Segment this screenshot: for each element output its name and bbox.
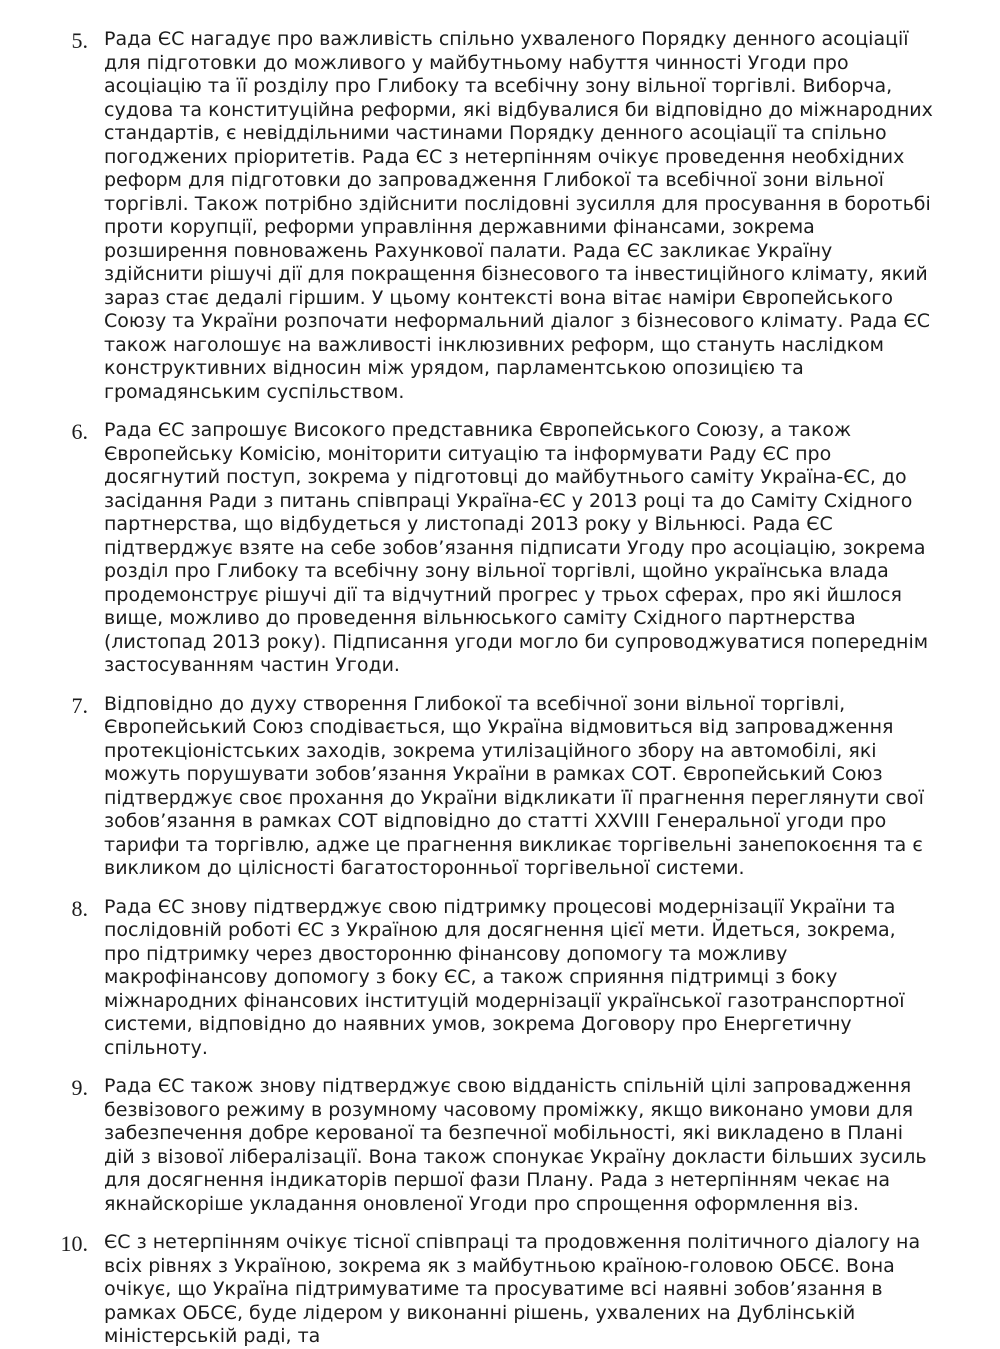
list-item-8 [0, 896, 1000, 1061]
item-text: Рада ЄС знову підтверджує свою підтримку процесові модернізації України та послідовній роботі ЄС з Україною для досягнення цієї мети. Йдеться, зокрема, про підтримку через двосторонню фінансову допомогу та можливу макрофінансову допомогу з боку ЄС, а також сприяння підтримці з боку міжнародних фінансових інституцій модернізації української газотранспортної системи, відповідно до наявних умов, зокрема Договору про Енергетичну спільноту. [104, 895, 905, 1059]
item-number: 6. [71, 419, 88, 444]
list-item-5 [0, 28, 1000, 404]
list-item-7 [0, 693, 1000, 881]
item-number: 9. [71, 1075, 88, 1100]
item-text: ЄС з нетерпінням очікує тісної співпраці та продовження політичного діалогу на всіх рівнях з Україною, зокрема як з майбутньою країною-головою ОБСЄ. Вона очікує, що Україна підтримуватиме та просуватиме всі наявні зобов’язання в рамках ОБСЄ, буде лідером у виконанні рішень, ухвалених на Дублінській міністерській раді, та [104, 1231, 921, 1347]
item-text: Відповідно до духу створення Глибокої та всебічної зони вільної торгівлі, Європейський Союз сподівається, що Україна відмовиться від запровадження протекціоністських заходів, зокрема утилізаційного збору на автомобілі, які можуть порушувати зобов’язання України в рамках СОТ. Європейський Союз підтверджує своє прохання до України відкликати її прагнення переглянути свої зобов’язання в рамках СОТ відповідно до статті XXVIII Генеральної угоди про тарифи та торгівлю, адже це прагнення викликає торгівельні занепокоєння та є викликом до цілісності багатосторонньої торгівельної системи. [104, 692, 924, 879]
list-item-6 [0, 419, 1000, 678]
list-item-9 [0, 1075, 1000, 1216]
item-text: Рада ЄС запрошує Високого представника Європейського Союзу, а також Європейську Комісію, моніторити ситуацію та інформувати Раду ЄС про досягнутий поступ, зокрема у підготовці до майбутнього саміту Україна-ЄС, до засідання Ради з питань співпраці Україна-ЄС у 2013 році та до Саміту Східного партнерства, що відбудеться у листопаді 2013 року у Вільнюсі. Рада ЄС підтверджує взяте на себе зобов’язання підписати Угоду про асоціацію, зокрема розділ про Глибоку та всебічну зону вільної торгівлі, щойно українська влада продемонструє рішучі дії та відчутний прогрес у трьох сферах, про які йшлося вище, можливо до проведення вільнюського саміту Східного партнерства (листопад 2013 року). Підписання угоди могло би супроводжуватися попереднім застосуванням частин Угоди. [104, 419, 929, 676]
item-number: 8. [71, 895, 88, 921]
list-item-10 [0, 1231, 1000, 1349]
item-text: Рада ЄС нагадує про важливість спільно ухваленого Порядку денного асоціації для підготовки до можливого у майбутньому набуття чинності Угоди про асоціацію та її розділу про Глибоку та всебічну зону вільної торгівлі. Виборча, судова та конституційна реформи, які відбувалися би відповідно до міжнародних стандартів, є невіддільними частинами Порядку денного асоціації та спільно погоджених пріоритетів. Рада ЄС з нетерпінням очікує проведення необхідних реформ для підготовки до запровадження Глибокої та всебічної зони вільної торгівлі. Також потрібно здійснити послідовні зусилля для просування в боротьбі проти корупції, реформи управління державними фінансами, зокрема розширення повноважень Рахункової палати. Рада ЄС закликає Україну здійснити рішучі дії для покращення бізнесового та інвестиційного клімату, який зараз стає дедалі гіршим. У цьому контексті вона вітає наміри Європейського Союзу та України розпочати неформальний діалог з бізнесового клімату. Рада ЄС також наголошує на важливості інклюзивних реформ, що стануть наслідком конструктивних відносин між урядом, парламентською опозицією та громадянським суспільством. [104, 28, 933, 403]
item-number: 7. [71, 692, 88, 718]
item-text: Рада ЄС також знову підтверджує свою відданість спільній цілі запровадження безвізового режиму в розумному часовому проміжку, якщо виконано умови для забезпечення добре керованої та безпечної мобільності, які викладено в Плані дій з візової лібералізації. Вона також спонукає Україну докласти більших зусиль для досягнення індикаторів першої фази Плану. Рада з нетерпінням чекає на якнайскоріше укладання оновленої Угоди про спрощення оформлення віз. [104, 1075, 927, 1215]
item-number: 5. [71, 28, 88, 53]
numbered-paragraph-list [0, 28, 1000, 1349]
item-number: 10. [60, 1231, 88, 1256]
